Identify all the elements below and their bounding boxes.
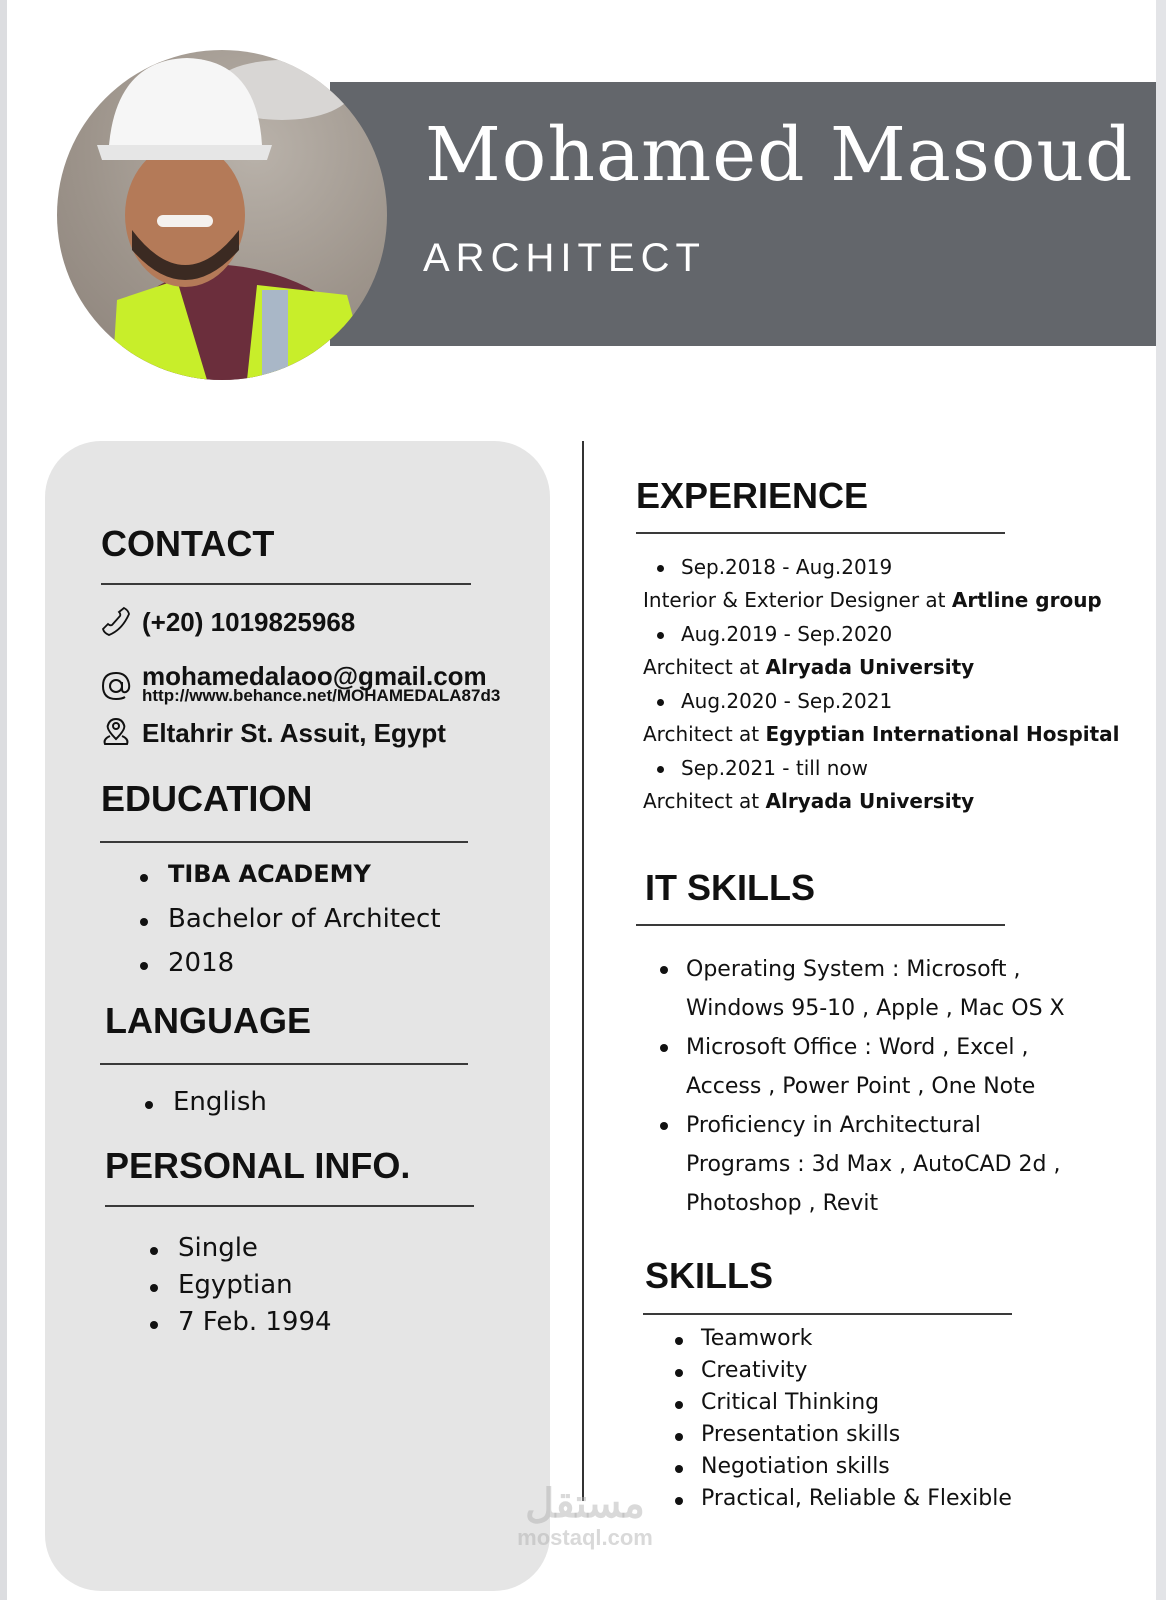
language-list (145, 1087, 267, 1117)
location-pin-icon (100, 717, 132, 749)
skill-item: Critical Thinking (675, 1390, 1012, 1422)
language-item: English (145, 1087, 267, 1117)
contact-rule (101, 583, 471, 585)
skills-heading: SKILLS (645, 1255, 774, 1296)
personal-rule (105, 1205, 474, 1207)
role-text: Interior & Exterior Designer at (643, 588, 952, 612)
candidate-name: Mohamed Masoud (425, 112, 1134, 198)
experience-heading: EXPERIENCE (636, 475, 869, 516)
it-skills-heading: IT SKILLS (645, 867, 815, 908)
skill-item: Practical, Reliable & Flexible (675, 1486, 1012, 1518)
experience-period: Aug.2019 - Sep.2020 (643, 622, 1120, 655)
page-edge-left (0, 0, 7, 1600)
personal-heading: PERSONAL INFO. (105, 1145, 411, 1186)
behance-link[interactable]: http://www.behance.net/MOHAMEDALA87d3 (142, 686, 501, 705)
experience-period: Sep.2018 - Aug.2019 (643, 555, 1120, 588)
education-heading: EDUCATION (101, 778, 313, 819)
personal-list (150, 1233, 332, 1344)
experience-rule (636, 532, 1005, 534)
role-text: Architect at (643, 722, 766, 746)
experience-period: Aug.2020 - Sep.2021 (643, 689, 1120, 722)
experience-role (643, 789, 1120, 823)
education-list (140, 860, 441, 992)
watermark (510, 1482, 660, 1550)
experience-role (643, 588, 1120, 622)
profile-photo-icon (57, 50, 387, 380)
experience-list (643, 555, 1120, 823)
contact-address (100, 717, 446, 749)
skill-item: Creativity (675, 1358, 1012, 1390)
experience-role (643, 655, 1120, 689)
education-year: 2018 (140, 948, 441, 992)
avatar (57, 50, 387, 380)
education-rule (100, 841, 468, 843)
company-name: Egyptian International Hospital (765, 722, 1120, 746)
watermark-latin: mostaql.com (517, 1525, 653, 1550)
company-name: Alryada University (765, 655, 975, 679)
education-institution: TIBA ACADEMY (140, 860, 441, 904)
language-rule (100, 1063, 468, 1065)
phone-icon (100, 606, 132, 638)
it-skill-item: Microsoft Office : Word , Excel , Access , Power Point , One Note (660, 1028, 1080, 1106)
language-heading: LANGUAGE (105, 1000, 311, 1041)
at-sign-icon (100, 670, 132, 702)
contact-phone (100, 606, 355, 638)
contact-heading: CONTACT (101, 523, 275, 564)
experience-period: Sep.2021 - till now (643, 756, 1120, 789)
candidate-title: ARCHITECT (423, 236, 706, 280)
address-text: Eltahrir St. Assuit, Egypt (142, 717, 446, 748)
column-divider (582, 441, 584, 1501)
skill-item: Teamwork (675, 1326, 1012, 1358)
page-edge-right (1156, 0, 1166, 1600)
company-name: Alryada University (765, 789, 975, 813)
it-skills-rule (636, 924, 1005, 926)
education-degree: Bachelor of Architect (140, 904, 441, 948)
skill-item: Presentation skills (675, 1422, 1012, 1454)
email-address[interactable]: mohamedalaoo@gmail.com (142, 660, 487, 691)
watermark-arabic: مستقل (525, 1482, 645, 1526)
it-skill-item: Operating System : Microsoft , Windows 95-10 , Apple , Mac OS X (660, 950, 1080, 1028)
personal-status: Single (150, 1233, 332, 1270)
role-text: Architect at (643, 655, 766, 679)
company-name: Artline group (951, 588, 1102, 612)
it-skills-list (660, 950, 1080, 1223)
personal-birthdate: 7 Feb. 1994 (150, 1307, 332, 1344)
skill-item: Negotiation skills (675, 1454, 1012, 1486)
skills-rule (643, 1313, 1012, 1315)
personal-nationality: Egyptian (150, 1270, 332, 1307)
role-text: Architect at (643, 789, 766, 813)
it-skill-item: Proficiency in Architectural Programs : 3d Max , AutoCAD 2d , Photoshop , Revit (660, 1106, 1080, 1223)
skills-list (675, 1326, 1012, 1518)
phone-number[interactable]: (+20) 1019825968 (142, 606, 356, 637)
experience-role (643, 722, 1120, 756)
